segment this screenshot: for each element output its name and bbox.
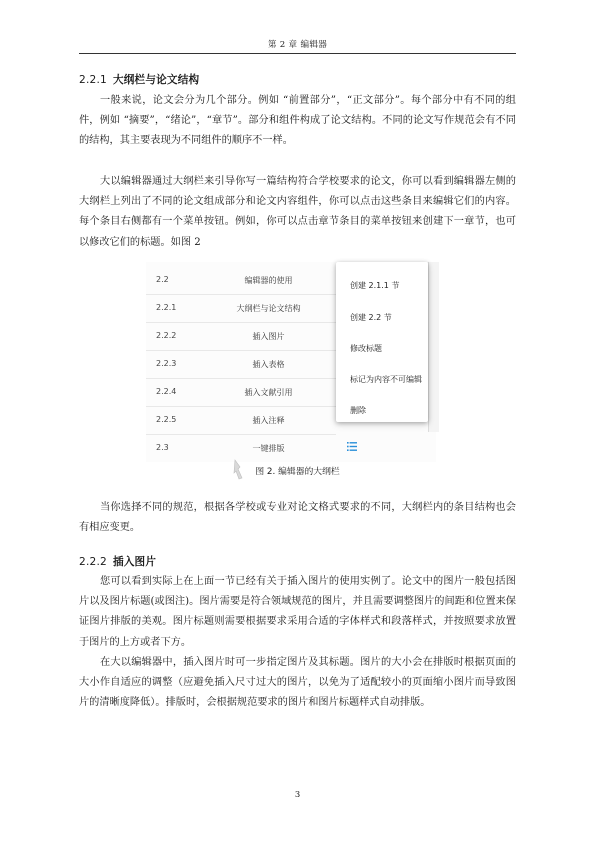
scrollbar-strip[interactable] — [428, 262, 439, 432]
section-number: 2.2.2 — [79, 556, 107, 568]
section-title: 插入图片 — [112, 556, 157, 568]
menu-item-delete[interactable]: 删除 — [350, 406, 366, 415]
page-number: 3 — [294, 789, 301, 799]
paragraph: 一般来说，论文会分为几个部分。例如 “前置部分”，“正文部分”。每个部分中有不同的组件，例如 “摘要”，“绪论”，“章节”。部分和组件构成了论文结构。不同的论文写作规范会有不同的结构，其主要表现为不同组件的顺序不一样。 — [79, 95, 516, 147]
section-heading-2-2-2 — [79, 554, 156, 569]
section-heading-2-2-1 — [79, 72, 199, 87]
paragraph: 大以编辑器通过大纲栏来引导你写一篇结构符合学校要求的论文，你可以看到编辑器左侧的大纲栏上列出了不同的论文组成部分和论文内容组件，你可以点击这些条目来编辑它们的内容。每个条目右侧都有一个菜单按钮。例如，你可以点击章节条目的菜单按钮来创建下一章节，也可以修改它们的标题。如图 2 — [79, 176, 516, 248]
outline-row[interactable] — [146, 378, 336, 407]
outline-row[interactable] — [146, 322, 336, 351]
outline-row-number: 2.2.3 — [156, 359, 177, 368]
running-header: 第 2 章 编辑器 — [267, 40, 328, 50]
outline-row[interactable] — [146, 266, 336, 295]
outline-row[interactable] — [146, 406, 336, 435]
section-number: 2.2.1 — [79, 74, 107, 86]
figure-caption: 图 2. 编辑器的大纲栏 — [255, 467, 340, 477]
section-title: 大纲栏与论文结构 — [112, 74, 200, 86]
outline-row[interactable] — [146, 350, 336, 379]
outline-row-title: 插入图片 — [252, 332, 285, 341]
paragraph: 在大以编辑器中，插入图片时可一步指定图片及其标题。图片的大小会在排版时根据页面的大小作自适应的调整（应避免插入尺寸过大的图片，以免为了适配较小的页面缩小图片而导致图片的清晰度降低）。排版时，会根据规范要求的图片和图片标题样式自动排版。 — [79, 657, 516, 709]
outline-row-number: 2.2.4 — [156, 387, 177, 396]
outline-row-title: 大纲栏与论文结构 — [236, 304, 301, 313]
outline-row-title: 一键排版 — [252, 444, 285, 453]
outline-row-number: 2.3 — [156, 443, 169, 452]
outline-row-title: 插入注释 — [252, 416, 285, 425]
header-rule — [79, 53, 516, 54]
outline-row-number: 2.2.5 — [156, 415, 177, 424]
context-menu — [336, 262, 428, 422]
paragraph: 您可以看到实际上在上面一节已经有关于插入图片的使用实例了。论文中的图片一般包括图片以及图片标题(或图注)。图片需要是符合领域规范的图片，并且需要调整图片的间距和位置来保证图片排版的美观。图片标题则需要根据要求采用合适的字体样式和段落样式，并按照要求放置于图片的上方或者下方。 — [79, 576, 516, 648]
menu-item-mark-readonly[interactable]: 标记为内容不可编辑 — [350, 375, 422, 384]
outline-row-title: 编辑器的使用 — [244, 276, 293, 285]
outline-row-number: 2.2.2 — [156, 331, 177, 340]
menu-item-create-2-2[interactable]: 创建 2.2 节 — [350, 313, 392, 322]
outline-row[interactable] — [146, 294, 336, 323]
menu-item-rename-title[interactable]: 修改标题 — [350, 344, 382, 353]
outline-row-number: 2.2 — [156, 275, 169, 284]
outline-row-title: 插入表格 — [252, 360, 285, 369]
menu-item-create-2-1-1[interactable]: 创建 2.1.1 节 — [350, 281, 400, 290]
paragraph: 当你选择不同的规范，根据各学校或专业对论文格式要求的不同，大纲栏内的条目结构也会有相应变更。 — [79, 502, 516, 534]
figure-outline-screenshot — [146, 262, 446, 462]
list-menu-icon[interactable] — [347, 442, 357, 451]
outline-row-number: 2.2.1 — [156, 303, 177, 312]
outline-row-title: 插入文献引用 — [244, 388, 293, 397]
